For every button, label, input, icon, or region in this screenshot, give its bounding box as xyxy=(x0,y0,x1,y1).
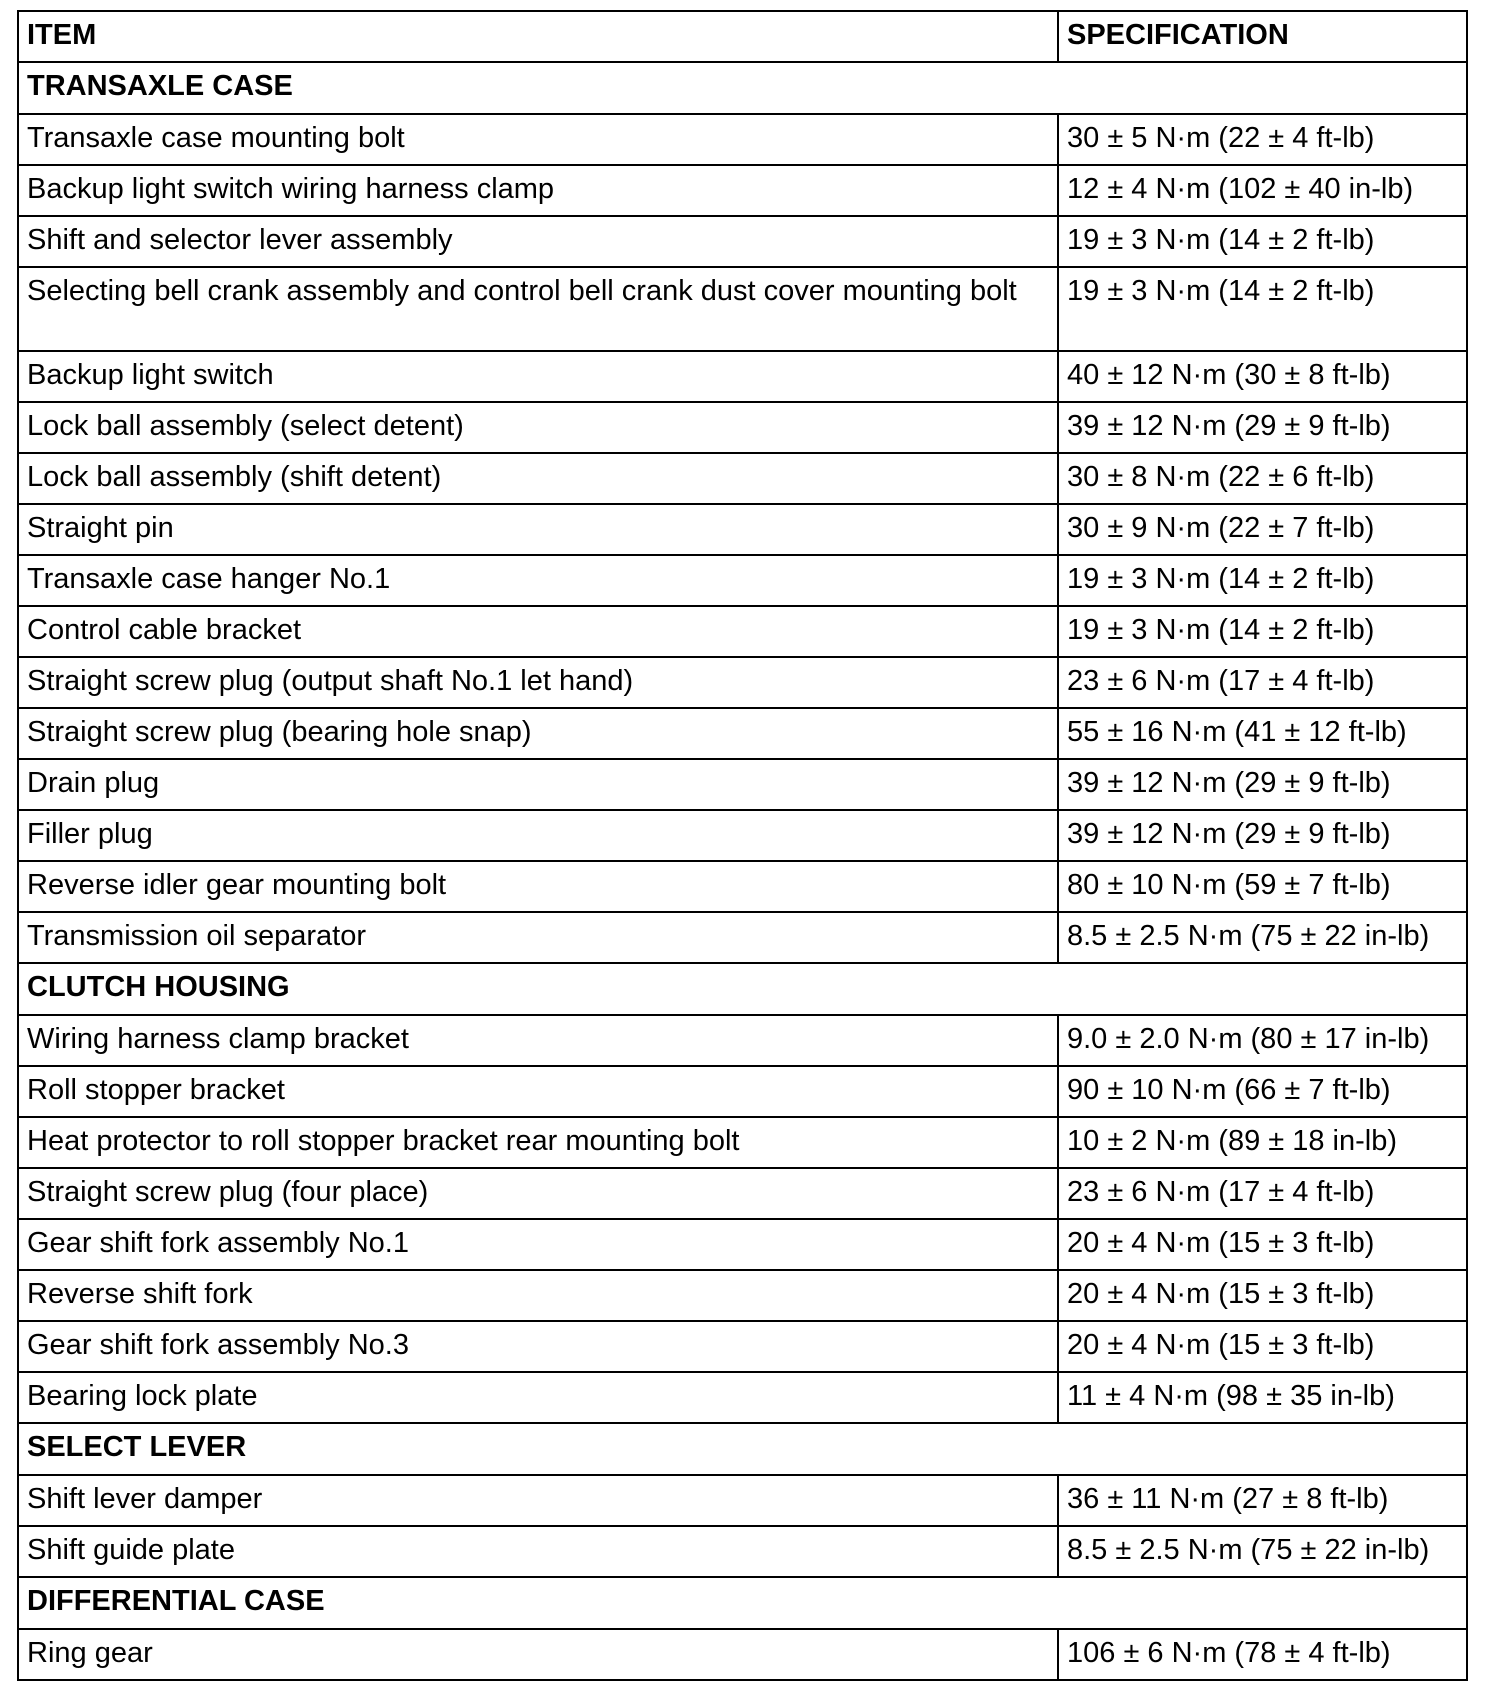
item-cell: Reverse idler gear mounting bolt xyxy=(18,861,1058,912)
spec-cell: 36 ± 11 N·m (27 ± 8 ft-lb) xyxy=(1058,1475,1467,1526)
table-row xyxy=(18,606,1467,657)
table-row xyxy=(18,1372,1467,1423)
item-cell: Drain plug xyxy=(18,759,1058,810)
item-cell: Wiring harness clamp bracket xyxy=(18,1015,1058,1066)
item-cell: Roll stopper bracket xyxy=(18,1066,1058,1117)
spec-cell: 23 ± 6 N·m (17 ± 4 ft-lb) xyxy=(1058,657,1467,708)
table-row xyxy=(18,1117,1467,1168)
section-title: DIFFERENTIAL CASE xyxy=(18,1577,1467,1629)
table-row xyxy=(18,810,1467,861)
spec-cell: 19 ± 3 N·m (14 ± 2 ft-lb) xyxy=(1058,606,1467,657)
item-cell: Bearing lock plate xyxy=(18,1372,1058,1423)
spec-cell: 39 ± 12 N·m (29 ± 9 ft-lb) xyxy=(1058,759,1467,810)
table-row xyxy=(18,861,1467,912)
table-row xyxy=(18,912,1467,963)
section-row xyxy=(18,62,1467,114)
table-row xyxy=(18,1219,1467,1270)
item-cell: Lock ball assembly (shift detent) xyxy=(18,453,1058,504)
spec-cell: 19 ± 3 N·m (14 ± 2 ft-lb) xyxy=(1058,555,1467,606)
table-row xyxy=(18,555,1467,606)
spec-cell: 20 ± 4 N·m (15 ± 3 ft-lb) xyxy=(1058,1219,1467,1270)
spec-cell: 106 ± 6 N·m (78 ± 4 ft-lb) xyxy=(1058,1629,1467,1680)
item-cell: Gear shift fork assembly No.1 xyxy=(18,1219,1058,1270)
section-row xyxy=(18,963,1467,1015)
spec-cell: 40 ± 12 N·m (30 ± 8 ft-lb) xyxy=(1058,351,1467,402)
spec-cell: 9.0 ± 2.0 N·m (80 ± 17 in-lb) xyxy=(1058,1015,1467,1066)
spec-cell: 10 ± 2 N·m (89 ± 18 in-lb) xyxy=(1058,1117,1467,1168)
spec-cell: 8.5 ± 2.5 N·m (75 ± 22 in-lb) xyxy=(1058,1526,1467,1577)
item-cell: Transaxle case hanger No.1 xyxy=(18,555,1058,606)
item-cell: Backup light switch wiring harness clamp xyxy=(18,165,1058,216)
spec-cell: 19 ± 3 N·m (14 ± 2 ft-lb) xyxy=(1058,267,1467,351)
table-row xyxy=(18,1475,1467,1526)
item-cell: Shift and selector lever assembly xyxy=(18,216,1058,267)
section-title: CLUTCH HOUSING xyxy=(18,963,1467,1015)
table-row xyxy=(18,351,1467,402)
spec-cell: 39 ± 12 N·m (29 ± 9 ft-lb) xyxy=(1058,810,1467,861)
header-row xyxy=(18,11,1467,62)
section-title: TRANSAXLE CASE xyxy=(18,62,1467,114)
section-row xyxy=(18,1423,1467,1475)
spec-cell: 30 ± 9 N·m (22 ± 7 ft-lb) xyxy=(1058,504,1467,555)
table-row xyxy=(18,402,1467,453)
table-row xyxy=(18,504,1467,555)
spec-cell: 30 ± 5 N·m (22 ± 4 ft-lb) xyxy=(1058,114,1467,165)
table-row xyxy=(18,114,1467,165)
section-row xyxy=(18,1577,1467,1629)
spec-cell: 20 ± 4 N·m (15 ± 3 ft-lb) xyxy=(1058,1270,1467,1321)
item-cell: Straight screw plug (bearing hole snap) xyxy=(18,708,1058,759)
table-row xyxy=(18,267,1467,351)
spec-cell: 23 ± 6 N·m (17 ± 4 ft-lb) xyxy=(1058,1168,1467,1219)
item-cell: Shift guide plate xyxy=(18,1526,1058,1577)
spec-cell: 8.5 ± 2.5 N·m (75 ± 22 in-lb) xyxy=(1058,912,1467,963)
item-cell: Gear shift fork assembly No.3 xyxy=(18,1321,1058,1372)
table-row xyxy=(18,1066,1467,1117)
item-cell: Selecting bell crank assembly and control bell crank dust cover mounting bolt xyxy=(18,267,1058,351)
header-specification: SPECIFICATION xyxy=(1058,11,1467,62)
section-title: SELECT LEVER xyxy=(18,1423,1467,1475)
table-row xyxy=(18,1015,1467,1066)
table-row xyxy=(18,1629,1467,1680)
table-row xyxy=(18,165,1467,216)
spec-cell: 19 ± 3 N·m (14 ± 2 ft-lb) xyxy=(1058,216,1467,267)
spec-table-body xyxy=(18,11,1467,1680)
spec-cell: 90 ± 10 N·m (66 ± 7 ft-lb) xyxy=(1058,1066,1467,1117)
table-row xyxy=(18,759,1467,810)
item-cell: Ring gear xyxy=(18,1629,1058,1680)
table-row xyxy=(18,216,1467,267)
item-cell: Straight screw plug (four place) xyxy=(18,1168,1058,1219)
spec-cell: 12 ± 4 N·m (102 ± 40 in-lb) xyxy=(1058,165,1467,216)
spec-cell: 55 ± 16 N·m (41 ± 12 ft-lb) xyxy=(1058,708,1467,759)
table-row xyxy=(18,1168,1467,1219)
table-row xyxy=(18,1321,1467,1372)
table-row xyxy=(18,1270,1467,1321)
item-cell: Shift lever damper xyxy=(18,1475,1058,1526)
spec-cell: 11 ± 4 N·m (98 ± 35 in-lb) xyxy=(1058,1372,1467,1423)
item-cell: Straight pin xyxy=(18,504,1058,555)
spec-cell: 80 ± 10 N·m (59 ± 7 ft-lb) xyxy=(1058,861,1467,912)
item-cell: Reverse shift fork xyxy=(18,1270,1058,1321)
table-row xyxy=(18,657,1467,708)
item-cell: Transaxle case mounting bolt xyxy=(18,114,1058,165)
spec-cell: 30 ± 8 N·m (22 ± 6 ft-lb) xyxy=(1058,453,1467,504)
torque-spec-table xyxy=(17,10,1468,1681)
spec-cell: 20 ± 4 N·m (15 ± 3 ft-lb) xyxy=(1058,1321,1467,1372)
header-item: ITEM xyxy=(18,11,1058,62)
item-cell: Straight screw plug (output shaft No.1 let hand) xyxy=(18,657,1058,708)
item-cell: Heat protector to roll stopper bracket rear mounting bolt xyxy=(18,1117,1058,1168)
item-cell: Lock ball assembly (select detent) xyxy=(18,402,1058,453)
table-row xyxy=(18,1526,1467,1577)
item-cell: Filler plug xyxy=(18,810,1058,861)
table-row xyxy=(18,453,1467,504)
item-cell: Control cable bracket xyxy=(18,606,1058,657)
spec-cell: 39 ± 12 N·m (29 ± 9 ft-lb) xyxy=(1058,402,1467,453)
table-row xyxy=(18,708,1467,759)
item-cell: Backup light switch xyxy=(18,351,1058,402)
item-cell: Transmission oil separator xyxy=(18,912,1058,963)
